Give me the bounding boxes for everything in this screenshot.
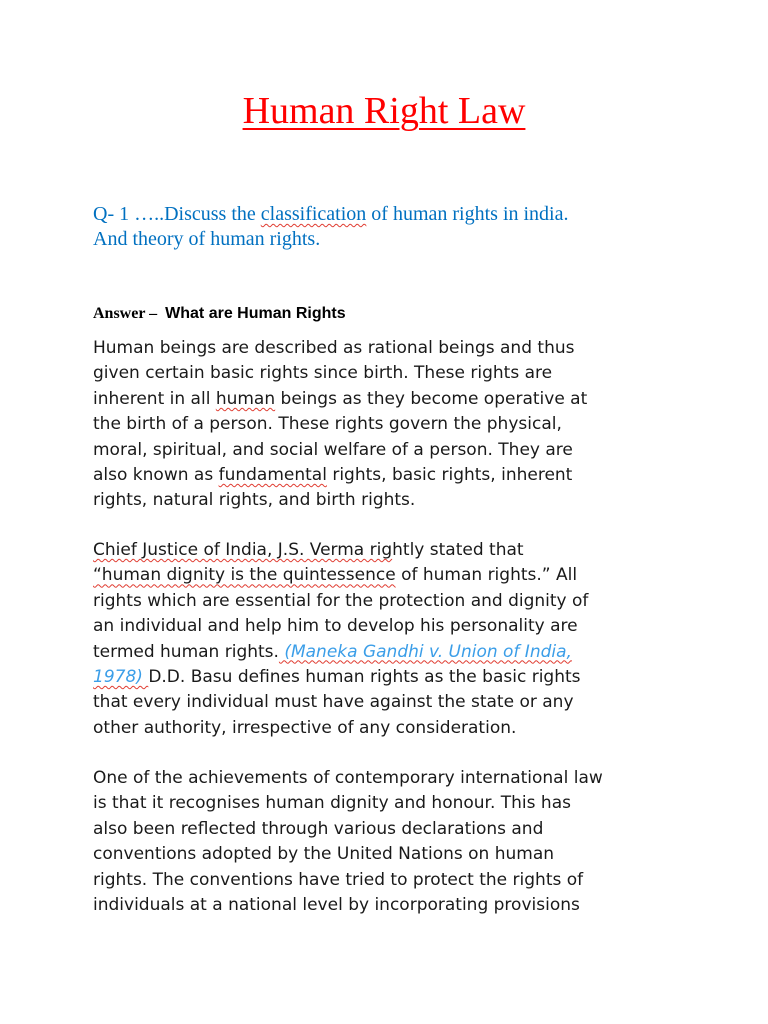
p2-line1-rest: htly stated that (392, 540, 524, 560)
p2-line8: other authority, irrespective of any consideration. (93, 717, 517, 738)
p2-line6-rest: D.D. Basu defines human rights as the basic rights (148, 667, 581, 688)
page-title (0, 88, 768, 134)
p2-line2-rest: of human rights.” All (395, 565, 578, 586)
citation-maneka-gandhi: (Maneka Gandhi v. Union of India, (278, 641, 572, 662)
question-line1-rest: of human rights in india. (366, 203, 569, 225)
paragraph-2 (93, 538, 693, 741)
question-text (93, 202, 693, 252)
question-prefix: Q- 1 …..Discuss the (93, 203, 261, 225)
p3-line1: One of the achievements of contemporary international law (93, 768, 603, 788)
p2-line3: rights which are essential for the protection and dignity of (93, 590, 589, 611)
answer-heading: What are Human Rights (165, 305, 346, 322)
p3-line3: also been reflected through various declarations and (93, 818, 544, 839)
p1-line3a: inherent in all (93, 388, 216, 409)
p3-line6: individuals at a national level by incorporating provisions (93, 895, 580, 916)
p2-line5a: termed human rights. (93, 641, 279, 662)
question-line2: And theory of human rights. (93, 228, 321, 250)
answer-label: Answer – (93, 305, 158, 322)
p2-line1-marked: Chief Justice of India, J.S. Verma rig (93, 540, 393, 560)
p1-word-fundamental: fundamental (218, 465, 327, 486)
p1-line7: rights, natural rights, and birth rights. (93, 490, 416, 511)
p1-line4: the birth of a person. These rights govern the physical, (93, 414, 562, 435)
p1-line3b: beings as they become operative at (275, 388, 588, 409)
p1-line6a: also known as (93, 465, 219, 486)
p2-line4: an individual and help him to develop his personality are (93, 616, 578, 637)
answer-line (93, 302, 693, 326)
paragraph-3 (93, 766, 693, 918)
page-title-text: Human Right Law (242, 90, 526, 132)
citation-year: 1978) (93, 667, 149, 688)
p3-line5: rights. The conventions have tried to protect the rights of (93, 869, 584, 890)
p1-word-human: human (215, 388, 276, 409)
paragraph-1 (93, 336, 693, 514)
p2-line7: that every individual must have against the state or any (93, 692, 574, 713)
p1-line1: Human beings are described as rational beings and thus (93, 338, 575, 358)
p1-line6b: rights, basic rights, inherent (326, 465, 573, 486)
p3-line2: is that it recognises human dignity and honour. This has (93, 793, 571, 814)
p3-line4: conventions adopted by the United Nations on human (93, 844, 555, 865)
p1-line2: given certain basic rights since birth. These rights are (93, 363, 553, 384)
question-keyword: classification (260, 203, 367, 225)
p1-line5: moral, spiritual, and social welfare of a person. They are (93, 439, 573, 460)
p2-line2-marked: “human dignity is the quintessence (93, 565, 396, 586)
